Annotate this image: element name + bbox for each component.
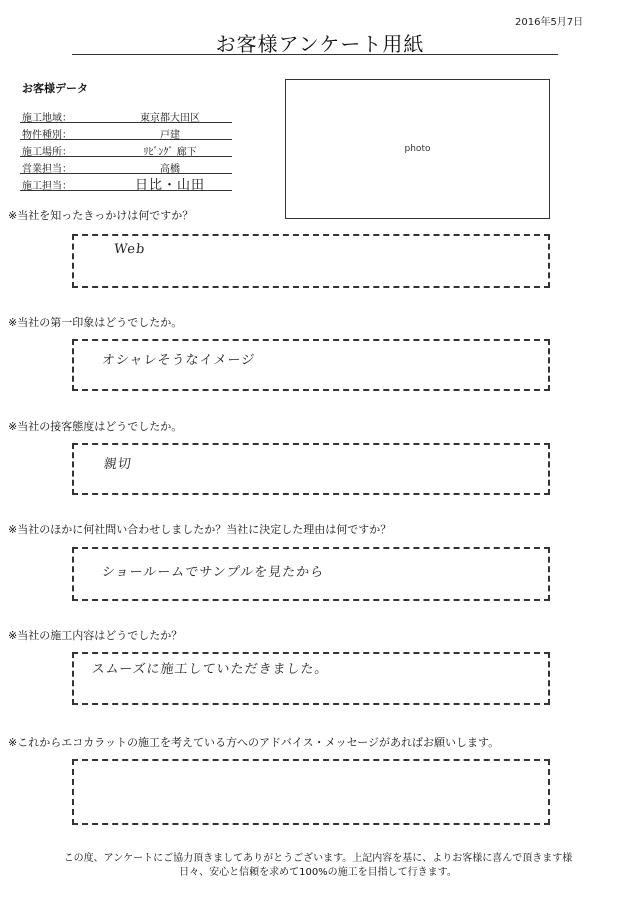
info-label: 物件種別： [22, 130, 72, 141]
footer-line-1: この度、アンケートにご協力頂きましてありがとうございます。上記内容を基に、よりお客様に喜んで頂きます様 [63, 853, 573, 864]
customer-data-heading: お客様データ [22, 82, 88, 95]
question-3: ※当社の接客態度はどうでしたか。 [8, 420, 183, 433]
answer-5: スムーズに施工していただきました。 [91, 662, 330, 677]
question-2: ※当社の第一印象はどうでしたか。 [8, 316, 183, 329]
info-label: 施工担当： [22, 181, 72, 192]
answer-box-4 [72, 547, 550, 601]
info-label: 施工場所： [22, 147, 72, 158]
info-value: 東京都大田区 [140, 113, 200, 124]
question-6: ※これからエコカラットの施工を考えている方へのアドバイス・メッセージがあればお願いします。 [8, 736, 500, 749]
info-value: 高橋 [160, 164, 180, 175]
info-label: 施工地域： [22, 113, 72, 124]
question-4: ※当社のほかに何社問い合わせしましたか？当社に決定した理由は何ですか？ [8, 523, 392, 536]
info-value-handwritten: 日比・山田 [134, 178, 205, 193]
answer-box-1 [72, 234, 550, 288]
info-row-location [20, 141, 232, 157]
footer-line-2: 日々、安心と信頼を求めて100%の施工を目指して行きます。 [179, 867, 457, 878]
answer-1: Web [113, 242, 147, 257]
title-underline [72, 54, 558, 55]
info-value: ﾘﾋﾞﾝｸﾞ 廊下 [143, 147, 197, 158]
info-row-area [20, 107, 232, 123]
info-label: 営業担当： [22, 164, 72, 175]
photo-placeholder [285, 79, 550, 219]
answer-3: 親切 [103, 457, 133, 472]
question-1: ※当社を知ったきっかけは何ですか？ [8, 209, 194, 222]
photo-label: photo [404, 144, 431, 154]
info-row-property-type [20, 124, 232, 140]
answer-2: オシャレそうなイメージ [101, 353, 256, 368]
page-title: お客様アンケート用紙 [215, 32, 425, 56]
answer-box-3 [72, 443, 550, 495]
question-5: ※当社の施工内容はどうでしたか？ [8, 629, 183, 642]
answer-4: ショールームでサンプルを見たから [101, 565, 325, 580]
answer-box-6 [72, 759, 550, 825]
info-value: 戸建 [160, 130, 180, 141]
answer-box-5 [72, 652, 550, 705]
answer-box-2 [72, 339, 550, 391]
info-row-installer [20, 175, 232, 191]
info-row-sales-rep [20, 158, 232, 174]
date: 2016年5月7日 [515, 17, 584, 28]
